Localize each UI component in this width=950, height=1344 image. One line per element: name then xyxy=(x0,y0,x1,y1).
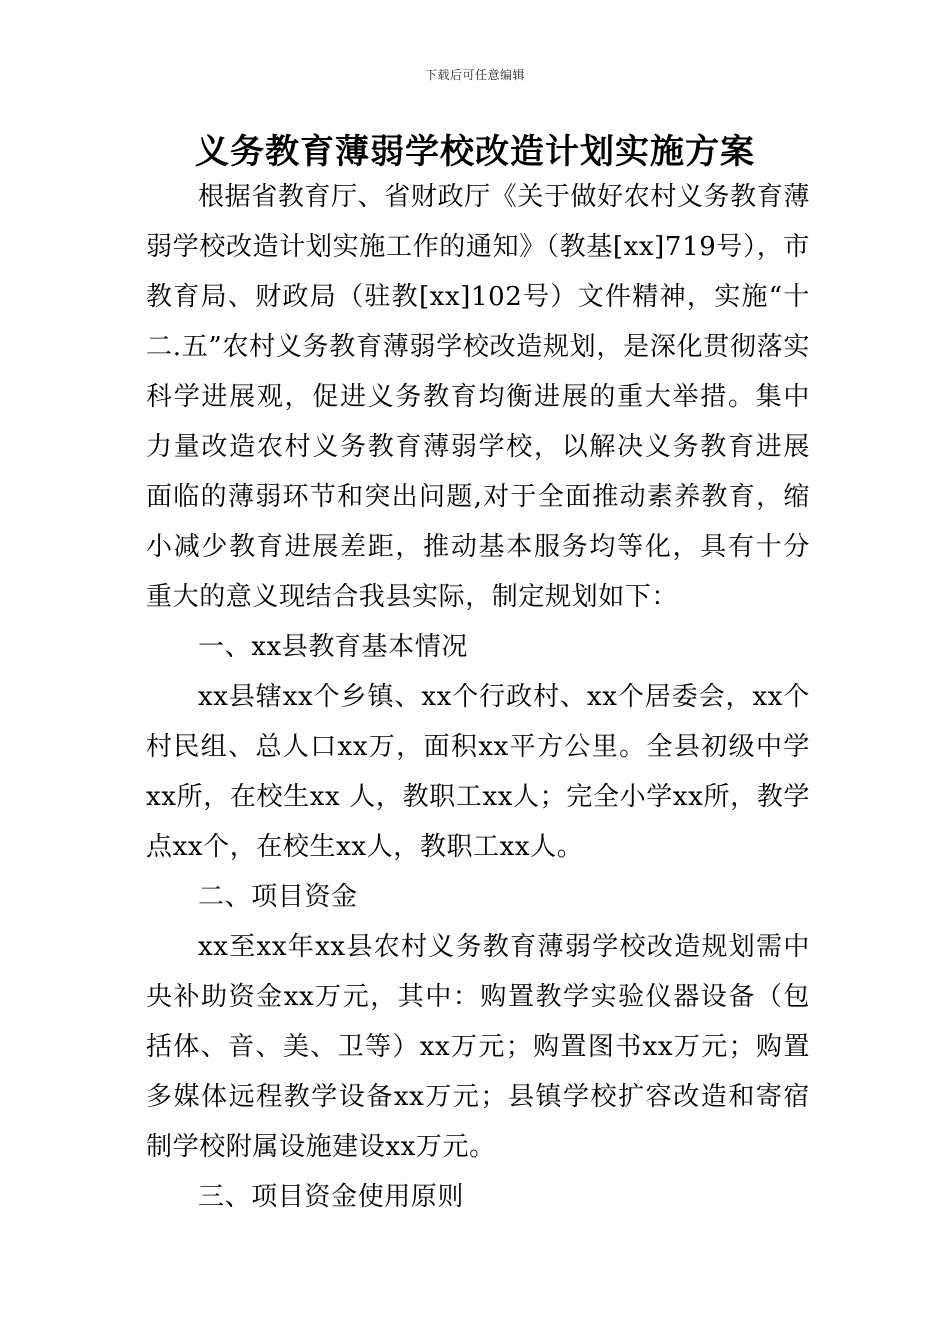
document-title: 义务教育薄弱学校改造计划实施方案 xyxy=(195,132,755,172)
section-2-paragraph: xx至xx年xx县农村义务教育薄弱学校改造规划需中央补助资金xx万元，其中：购置教学实验仪器设备（包括体、音、美、卫等）xx万元；购置图书xx万元；购置多媒体远程教学设备xx万元；县镇学校扩容改造和寄宿制学校附属设施建设xx万元。 xyxy=(146,932,810,1162)
page-header-note: 下载后可任意编辑 xyxy=(424,68,525,82)
document-body xyxy=(146,172,810,1222)
section-heading-2: 二、项目资金 xyxy=(198,882,358,912)
section-heading-1: 一、xx县教育基本情况 xyxy=(198,632,468,662)
section-1-paragraph: xx县辖xx个乡镇、xx个行政村、xx个居委会，xx个村民组、总人口xx万，面积xx平方公里。全县初级中学xx所，在校生xx 人，教职工xx人；完全小学xx所，教学点xx个，在校生xx人，教职工xx人。 xyxy=(146,682,810,862)
intro-paragraph: 根据省教育厅、省财政厅《关于做好农村义务教育薄弱学校改造计划实施工作的通知》（教基[xx]719号），市教育局、财政局（驻教[xx]102号）文件精神，实施“十二.五”农村义务教育薄弱学校改造规划，是深化贯彻落实科学进展观，促进义务教育均衡进展的重大举措。集中力量改造农村义务教育薄弱学校，以解决义务教育进展面临的薄弱环节和突出问题,对于全面推动素养教育，缩小减少教育进展差距，推动基本服务均等化，具有十分重大的意义现结合我县实际，制定规划如下： xyxy=(146,182,810,612)
section-heading-3: 三、项目资金使用原则 xyxy=(198,1182,465,1212)
